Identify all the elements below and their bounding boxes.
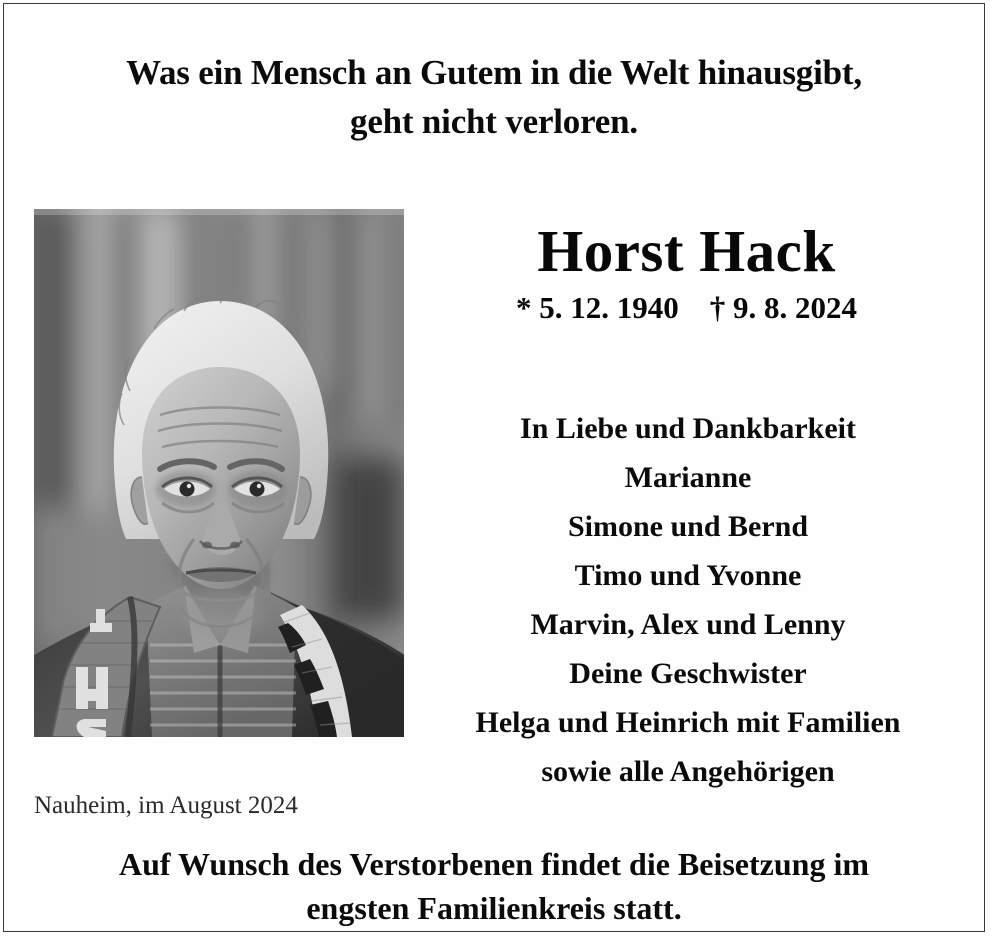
- place-and-date: Nauheim, im August 2024: [34, 792, 298, 819]
- mourner-line: Timo und Yvonne: [574, 559, 802, 592]
- portrait-photo: [34, 209, 404, 737]
- epigraph-line-2: geht nicht verloren.: [350, 102, 638, 141]
- mourner-line: Simone und Bernd: [567, 510, 809, 543]
- mourner-line: Marianne: [624, 461, 752, 494]
- mourner-line: Marvin, Alex und Lenny: [530, 608, 846, 641]
- mourners-intro: In Liebe und Dankbarkeit: [520, 412, 856, 445]
- life-dates: * 5. 12. 1940 † 9. 8. 2024: [516, 290, 857, 325]
- deceased-name: Horst Hack: [537, 218, 836, 284]
- mourners-list: [402, 404, 974, 796]
- closing-line-2: engsten Familienkreis statt.: [306, 890, 682, 926]
- epigraph-verse: [4, 48, 984, 146]
- closing-line-1: Auf Wunsch des Verstorbenen findet die Beisetzung im: [119, 846, 869, 882]
- epigraph-line-1: Was ein Mensch an Gutem in die Welt hinausgibt,: [126, 53, 862, 92]
- obituary-notice-frame: [3, 3, 985, 932]
- mourner-line: Deine Geschwister: [569, 657, 807, 690]
- mourner-line: Helga und Heinrich mit Familien: [475, 706, 901, 739]
- portrait-photo-illustration: [34, 209, 404, 737]
- closing-notice: [4, 842, 984, 930]
- name-block: [404, 218, 969, 327]
- mourner-line: sowie alle Angehörigen: [541, 755, 835, 788]
